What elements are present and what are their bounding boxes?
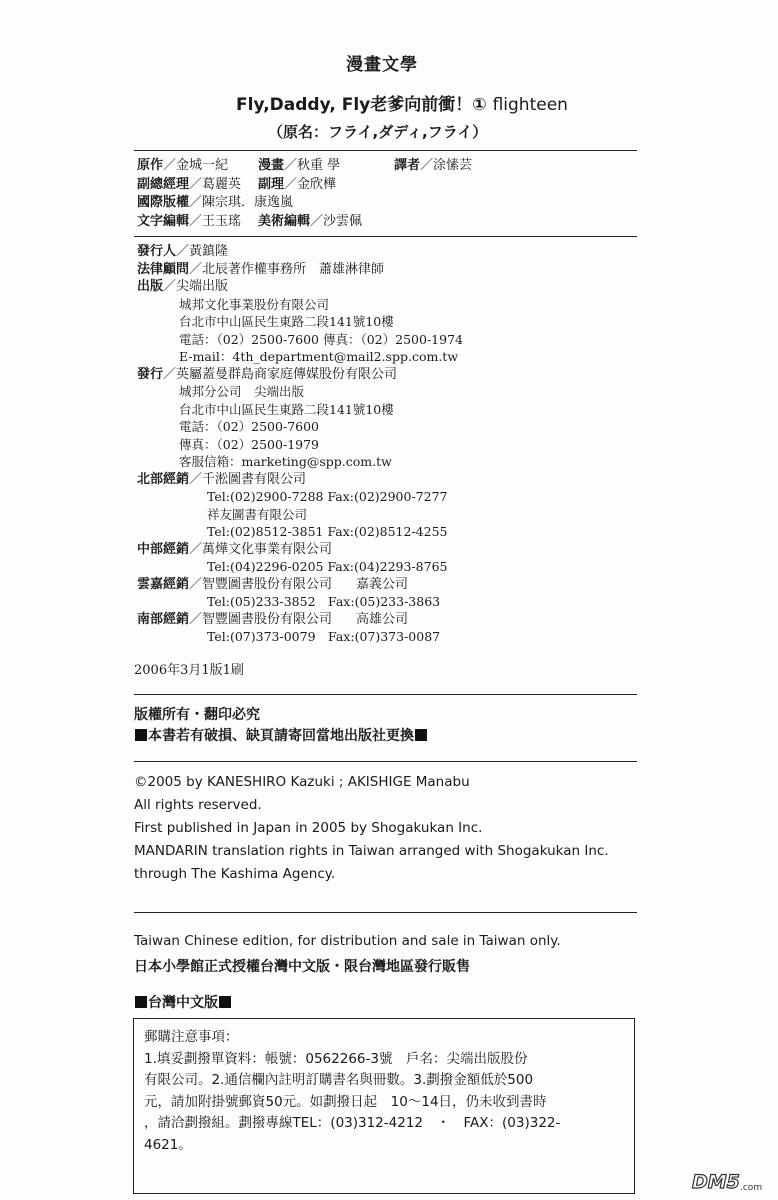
mail-order-notice — [133, 1018, 635, 1194]
south-branch: 高雄公司 — [356, 611, 409, 627]
credit-label: 原作 — [137, 158, 164, 173]
black-square-icon — [135, 996, 147, 1008]
credit-label: 副理 — [258, 176, 285, 192]
dist-line: 城邦分公司 尖端出版 — [179, 384, 305, 399]
rights-line-1: 版權所有・翻印必究 — [134, 707, 260, 723]
edition-date: 2006年3月1版1刷 — [134, 663, 244, 678]
legal-value: ／北辰著作權事務所 蕭雄淋律師 — [189, 261, 385, 277]
credit-label: 美術編輯 — [258, 213, 311, 229]
copyright-line: All rights reserved. — [134, 797, 262, 813]
credit-value: ／秋重 學 — [284, 158, 341, 173]
credit-value: ／涂愫芸 — [420, 158, 473, 173]
dist-line: 台北市中山區民生東路二段141號10樓 — [179, 401, 394, 417]
pub-value: ／尖端出版 — [163, 279, 229, 294]
pub-line: 城邦文化事業股份有限公司 — [179, 296, 330, 312]
yunjia-value: ／智豐圖書股份有限公司 — [189, 576, 333, 592]
notice-title: 郵購注意事項： — [144, 1029, 239, 1045]
dist-line: 電話：（02）2500-7600 — [179, 419, 320, 434]
volume-mark: ① — [472, 95, 487, 115]
divider — [134, 761, 637, 762]
yunjia-branch: 嘉義公司 — [356, 576, 409, 592]
credit-value: ／金城一紀 — [163, 158, 229, 173]
credit-value: ／陳宗琪．康逸嵐 — [189, 195, 294, 210]
copyright-line: MANDARIN translation rights in Taiwan arranged with Shogakukan Inc. — [134, 843, 609, 859]
central-label: 中部經銷 — [137, 541, 190, 557]
book-title-en: flighteen — [492, 95, 568, 115]
north-line: Tel:(02)8512-3851 Fax:(02)8512-4255 — [207, 524, 448, 539]
copyright-line: through The Kashima Agency. — [134, 866, 336, 882]
credit-value: ／葛麗英 — [189, 176, 242, 192]
rights-line-2 — [134, 726, 428, 747]
yunjia-line: Tel:(05)233-3852 Fax:(05)233-3863 — [207, 594, 441, 609]
credit-row — [137, 176, 337, 195]
credit-row — [137, 194, 293, 213]
central-value: ／萬燁文化事業有限公司 — [189, 541, 333, 557]
taiwan-edition-text: 台灣中文版 — [148, 995, 218, 1011]
publisher-label: 發行人 — [137, 244, 177, 259]
pub-line: 電話：（02）2500-7600 傳真：（02）2500-1974 — [179, 331, 463, 347]
logo-text: DM5 — [692, 1171, 740, 1193]
divider — [134, 694, 637, 695]
credit-label: 國際版權 — [137, 195, 190, 210]
south-value: ／智豐圖書股份有限公司 — [189, 611, 333, 627]
pub-label: 出版 — [137, 279, 164, 294]
dist-value: ／英屬蓋曼群島商家庭傳媒股份有限公司 — [163, 366, 398, 382]
credit-label: 副總經理 — [137, 176, 190, 192]
south-label: 南部經銷 — [137, 611, 190, 627]
south-line: Tel:(07)373-0079 Fax:(07)373-0087 — [207, 629, 441, 644]
book-title-main: Fly,Daddy, Fly老爹向前衝！ — [236, 95, 473, 115]
logo-suffix: .com — [740, 1183, 763, 1193]
credit-value: ／王玉瑤 — [189, 213, 242, 229]
dist-line: 客服信箱：marketing@spp.com.tw — [179, 454, 392, 469]
book-title — [236, 90, 568, 115]
original-title: （原名：フライ,ダディ,フライ） — [268, 123, 488, 141]
divider — [134, 236, 637, 237]
credit-label: 文字編輯 — [137, 213, 190, 229]
north-label: 北部經銷 — [137, 471, 190, 487]
edition-note-en: Taiwan Chinese edition, for distribution and sale in Taiwan only. — [134, 933, 561, 949]
edition-note-zh: 日本小學館正式授權台灣中文版・限台灣地區發行販售 — [134, 959, 470, 975]
notice-line: 4621。 — [144, 1136, 192, 1153]
divider — [134, 912, 637, 913]
black-square-icon — [219, 996, 231, 1008]
north-line: Tel:(02)2900-7288 Fax:(02)2900-7277 — [207, 489, 448, 504]
credit-label: 譯者 — [394, 158, 421, 173]
rights-line-2-text: 本書若有破損、缺頁請寄回當地出版社更換 — [148, 728, 414, 744]
notice-line: 有限公司。2.通信欄內註明訂購書名與冊數。3.劃撥金額低於500 — [144, 1072, 534, 1088]
credit-row — [137, 157, 473, 176]
credit-label: 漫畫 — [258, 158, 285, 173]
north-value: ／千淞圖書有限公司 — [189, 471, 307, 487]
legal-label: 法律顧問 — [137, 261, 190, 277]
pub-line: E-mail：4th_department@mail2.spp.com.tw — [179, 349, 459, 364]
credit-value: ／沙雲佩 — [310, 213, 363, 229]
publisher-value: ／黃鎮隆 — [176, 244, 229, 259]
black-square-icon — [135, 729, 147, 741]
yunjia-label: 雲嘉經銷 — [137, 576, 190, 592]
dm5-logo-icon — [690, 1168, 770, 1194]
notice-line: ，請洽劃撥組。劃撥專線TEL：(03)312-4212 ・ FAX：(03)322- — [144, 1115, 561, 1131]
taiwan-edition-label — [134, 992, 232, 1012]
publishing-info — [137, 243, 463, 646]
copyright-english — [134, 771, 609, 886]
dist-label: 發行 — [137, 366, 164, 382]
staff-credits — [137, 157, 473, 231]
black-square-icon — [415, 729, 427, 741]
central-line: Tel:(04)2296-0205 Fax:(04)2293-8765 — [207, 559, 448, 574]
north-line: 祥友圖書有限公司 — [207, 506, 308, 522]
series-name: 漫畫文學 — [346, 55, 418, 75]
rights-block — [134, 705, 428, 747]
notice-line: 元，請加附掛號郵資50元。如劃撥日起 10～14日，仍未收到書時 — [144, 1093, 547, 1110]
divider — [134, 150, 637, 151]
credit-value: ／金欣樺 — [284, 176, 337, 192]
copyright-line: First published in Japan in 2005 by Shogakukan Inc. — [134, 820, 483, 836]
credit-row — [137, 213, 363, 232]
copyright-line: ©2005 by KANESHIRO Kazuki ; AKISHIGE Manabu — [134, 774, 470, 790]
dist-line: 傳真：（02）2500-1979 — [179, 436, 320, 452]
notice-line: 1.填妥劃撥單資料：帳號：0562266-3號 戶名：尖端出版股份 — [144, 1050, 528, 1067]
pub-line: 台北市中山區民生東路二段141號10樓 — [179, 314, 394, 329]
